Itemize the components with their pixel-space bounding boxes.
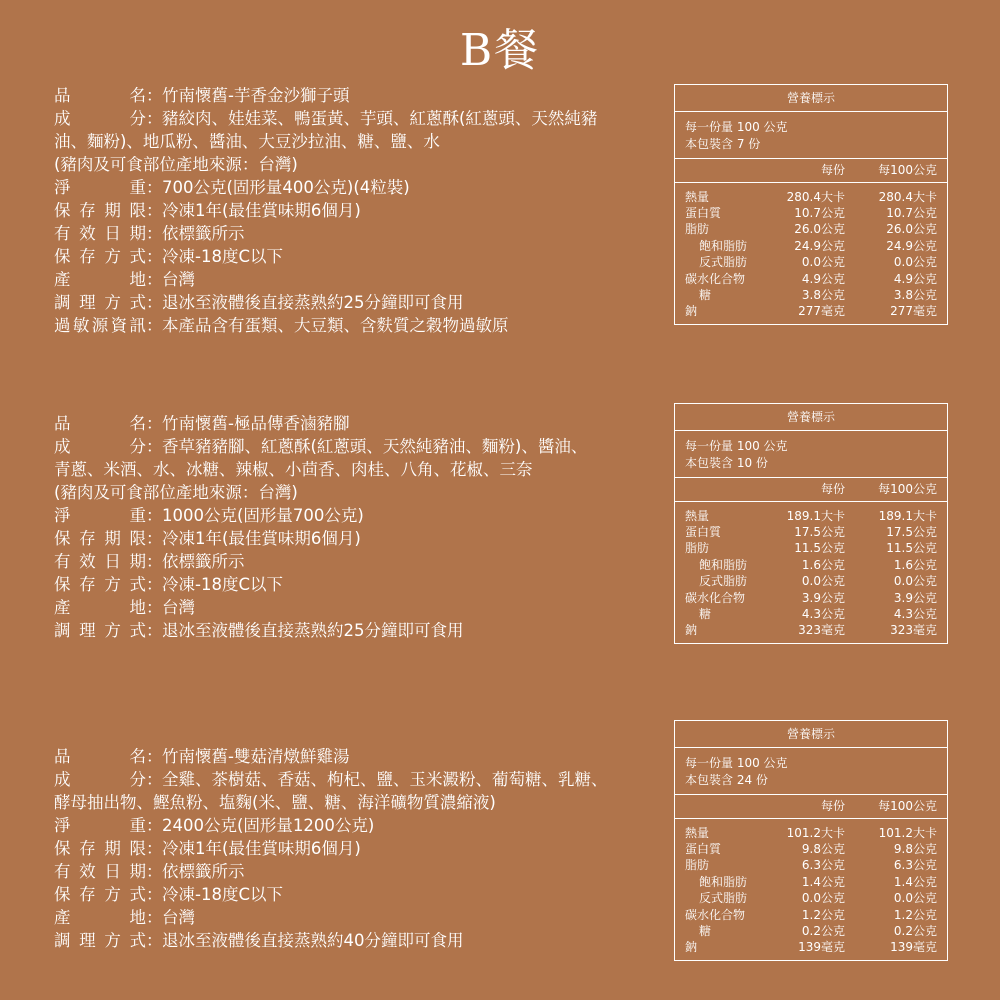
nutrition-body	[675, 819, 947, 960]
info-row: 有效日期：依標籤所示	[54, 552, 245, 571]
nutrition-row	[685, 907, 937, 923]
nutrient-name: 蛋白質	[685, 525, 722, 540]
nutrient-per-100g: 0.2公克	[893, 924, 937, 939]
nutrition-columns: 每份 每100公克	[675, 159, 947, 182]
nutrition-row	[685, 573, 937, 589]
info-row-cont: (豬肉及可食部位產地來源：台灣)	[54, 155, 298, 174]
nutrient-per-100g: 139毫克	[890, 940, 937, 955]
nutrient-per-serving: 26.0公克	[794, 222, 845, 237]
info-row: 產地：台灣	[54, 598, 195, 617]
nutrient-name: 碳水化合物	[685, 907, 746, 922]
nutrition-heading: 營養標示	[675, 85, 947, 112]
nutrient-per-serving: 1.4公克	[801, 874, 845, 889]
nutrition-row	[685, 287, 937, 303]
nutrient-name: 脂肪	[685, 858, 710, 873]
info-row: 成分：香草豬豬腳、紅蔥酥(紅蔥頭、天然純豬油、麵粉)、醬油、	[54, 437, 588, 456]
nutrient-per-serving: 323毫克	[798, 623, 845, 638]
nutrition-row	[685, 939, 937, 955]
nutrition-row	[685, 221, 937, 237]
info-row: 保存方式：冷凍-18度C以下	[54, 575, 283, 594]
nutrient-per-serving: 4.3公克	[801, 607, 845, 622]
nutrition-row	[685, 189, 937, 205]
nutrient-per-100g: 101.2大卡	[878, 825, 937, 840]
info-row: 保存方式：冷凍-18度C以下	[54, 885, 283, 904]
nutrient-per-100g: 4.9公克	[893, 271, 937, 286]
info-row: 有效日期：依標籤所示	[54, 224, 245, 243]
nutrition-serving: 每一份量 100 公克 本包裝含 10 份	[675, 431, 947, 478]
nutrient-per-100g: 9.8公克	[893, 842, 937, 857]
nutrient-per-100g: 6.3公克	[893, 858, 937, 873]
product-info-3	[54, 745, 664, 952]
info-row: 品名：竹南懷舊-芋香金沙獅子頭	[54, 86, 350, 105]
product-info-1	[54, 84, 664, 337]
info-row: 成分：豬絞肉、娃娃菜、鴨蛋黃、芋頭、紅蔥酥(紅蔥頭、天然純豬	[54, 109, 598, 128]
nutrition-table-1	[674, 84, 948, 325]
nutrient-per-100g: 3.9公克	[893, 590, 937, 605]
nutrient-per-serving: 0.0公克	[801, 255, 845, 270]
nutrient-per-100g: 0.0公克	[893, 574, 937, 589]
nutrient-per-100g: 323毫克	[890, 623, 937, 638]
nutrient-per-100g: 26.0公克	[886, 222, 937, 237]
nutrient-name: 熱量	[685, 508, 710, 523]
nutrient-name: 飽和脂肪	[699, 557, 748, 572]
info-row: 調理方式：退冰至液體後直接蒸熟約40分鐘即可食用	[54, 931, 464, 950]
nutrition-row	[685, 205, 937, 221]
info-row: 淨重：2400公克(固形量1200公克)	[54, 816, 375, 835]
nutrient-per-serving: 10.7公克	[794, 206, 845, 221]
nutrient-per-serving: 24.9公克	[794, 238, 845, 253]
nutrient-per-100g: 280.4大卡	[878, 189, 937, 204]
nutrient-name: 反式脂肪	[699, 574, 748, 589]
info-row: 淨重：700公克(固形量400公克)(4粒裝)	[54, 178, 410, 197]
nutrient-per-100g: 24.9公克	[886, 238, 937, 253]
nutrient-per-100g: 11.5公克	[886, 541, 937, 556]
info-row: 產地：台灣	[54, 908, 195, 927]
nutrition-heading: 營養標示	[675, 721, 947, 748]
nutrition-row	[685, 890, 937, 906]
nutrient-name: 飽和脂肪	[699, 874, 748, 889]
nutrient-name: 碳水化合物	[685, 590, 746, 605]
nutrient-per-100g: 1.6公克	[893, 557, 937, 572]
nutrient-per-100g: 4.3公克	[893, 607, 937, 622]
nutrition-row	[685, 622, 937, 638]
nutrient-per-100g: 17.5公克	[886, 525, 937, 540]
info-row: 過敏源資訊：本產品含有蛋類、大豆類、含麩質之穀物過敏原	[54, 316, 509, 335]
nutrient-per-100g: 1.4公克	[893, 874, 937, 889]
nutrition-row	[685, 874, 937, 890]
nutrition-row	[685, 238, 937, 254]
info-row: 淨重：1000公克(固形量700公克)	[54, 506, 364, 525]
nutrient-per-100g: 1.2公克	[893, 907, 937, 922]
nutrition-row	[685, 271, 937, 287]
nutrient-name: 糖	[699, 607, 712, 622]
nutrient-name: 脂肪	[685, 541, 710, 556]
info-row-cont: (豬肉及可食部位產地來源：台灣)	[54, 483, 298, 502]
nutrient-per-serving: 280.4大卡	[786, 189, 845, 204]
nutrient-per-serving: 0.0公克	[801, 574, 845, 589]
nutrient-name: 脂肪	[685, 222, 710, 237]
nutrient-per-serving: 11.5公克	[794, 541, 845, 556]
nutrient-per-100g: 0.0公克	[893, 255, 937, 270]
nutrition-row	[685, 557, 937, 573]
info-row: 保存期限：冷凍1年(最佳賞味期6個月)	[54, 839, 361, 858]
nutrition-body	[675, 502, 947, 643]
nutrient-per-serving: 0.2公克	[801, 924, 845, 939]
info-row-cont: 酵母抽出物、鰹魚粉、塩麴(米、鹽、糖、海洋礦物質濃縮液)	[54, 793, 496, 812]
nutrient-per-serving: 17.5公克	[794, 525, 845, 540]
nutrition-row	[685, 923, 937, 939]
nutrient-per-serving: 189.1大卡	[786, 508, 845, 523]
nutrient-name: 碳水化合物	[685, 271, 746, 286]
nutrition-row	[685, 857, 937, 873]
info-row: 有效日期：依標籤所示	[54, 862, 245, 881]
nutrition-row	[685, 841, 937, 857]
nutrient-per-serving: 139毫克	[798, 940, 845, 955]
nutrient-name: 反式脂肪	[699, 891, 748, 906]
nutrient-name: 蛋白質	[685, 842, 722, 857]
nutrition-table-2	[674, 403, 948, 644]
nutrient-per-100g: 10.7公克	[886, 206, 937, 221]
nutrient-name: 鈉	[685, 304, 698, 319]
nutrient-per-serving: 4.9公克	[801, 271, 845, 286]
nutrient-name: 飽和脂肪	[699, 238, 748, 253]
nutrient-per-serving: 0.0公克	[801, 891, 845, 906]
product-info-2	[54, 412, 664, 642]
nutrition-row	[685, 254, 937, 270]
info-row-cont: 青蔥、米酒、水、冰糖、辣椒、小茴香、肉桂、八角、花椒、三奈	[54, 460, 533, 479]
info-row: 保存期限：冷凍1年(最佳賞味期6個月)	[54, 529, 361, 548]
nutrient-per-serving: 6.3公克	[801, 858, 845, 873]
nutrient-per-serving: 3.9公克	[801, 590, 845, 605]
nutrition-serving: 每一份量 100 公克 本包裝含 7 份	[675, 112, 947, 159]
nutrient-per-100g: 189.1大卡	[878, 508, 937, 523]
nutrition-body	[675, 183, 947, 324]
info-row: 保存方式：冷凍-18度C以下	[54, 247, 283, 266]
nutrition-row	[685, 303, 937, 319]
nutrient-per-100g: 0.0公克	[893, 891, 937, 906]
nutrient-name: 糖	[699, 924, 712, 939]
nutrition-columns: 每份 每100公克	[675, 795, 947, 818]
nutrient-name: 蛋白質	[685, 206, 722, 221]
nutrient-per-serving: 277毫克	[798, 304, 845, 319]
nutrition-row	[685, 825, 937, 841]
info-row: 品名：竹南懷舊-極品傳香滷豬腳	[54, 414, 350, 433]
nutrient-name: 鈉	[685, 940, 698, 955]
nutrition-serving: 每一份量 100 公克 本包裝含 24 份	[675, 748, 947, 795]
nutrient-per-serving: 3.8公克	[801, 288, 845, 303]
info-row: 產地：台灣	[54, 270, 195, 289]
nutrient-name: 熱量	[685, 189, 710, 204]
nutrition-columns: 每份 每100公克	[675, 478, 947, 501]
nutrient-per-serving: 101.2大卡	[786, 825, 845, 840]
info-row: 調理方式：退冰至液體後直接蒸熟約25分鐘即可食用	[54, 621, 464, 640]
info-row: 調理方式：退冰至液體後直接蒸熟約25分鐘即可食用	[54, 293, 464, 312]
nutrition-row	[685, 508, 937, 524]
info-row: 成分：全雞、茶樹菇、香菇、枸杞、鹽、玉米澱粉、葡萄糖、乳糖、	[54, 770, 608, 789]
page-title: B餐	[459, 25, 541, 76]
nutrient-name: 熱量	[685, 825, 710, 840]
nutrient-per-100g: 277毫克	[890, 304, 937, 319]
nutrient-name: 鈉	[685, 623, 698, 638]
info-row: 保存期限：冷凍1年(最佳賞味期6個月)	[54, 201, 361, 220]
nutrition-table-3	[674, 720, 948, 961]
nutrient-name: 反式脂肪	[699, 255, 748, 270]
nutrition-row	[685, 524, 937, 540]
nutrition-row	[685, 606, 937, 622]
nutrient-per-serving: 1.2公克	[801, 907, 845, 922]
nutrient-per-serving: 9.8公克	[801, 842, 845, 857]
info-row: 品名：竹南懷舊-雙菇清燉鮮雞湯	[54, 747, 350, 766]
nutrition-row	[685, 540, 937, 556]
nutrient-per-serving: 1.6公克	[801, 557, 845, 572]
nutrition-row	[685, 590, 937, 606]
nutrient-per-100g: 3.8公克	[893, 288, 937, 303]
info-row-cont: 油、麵粉)、地瓜粉、醬油、大豆沙拉油、糖、鹽、水	[54, 132, 440, 151]
nutrient-name: 糖	[699, 288, 712, 303]
nutrition-heading: 營養標示	[675, 404, 947, 431]
